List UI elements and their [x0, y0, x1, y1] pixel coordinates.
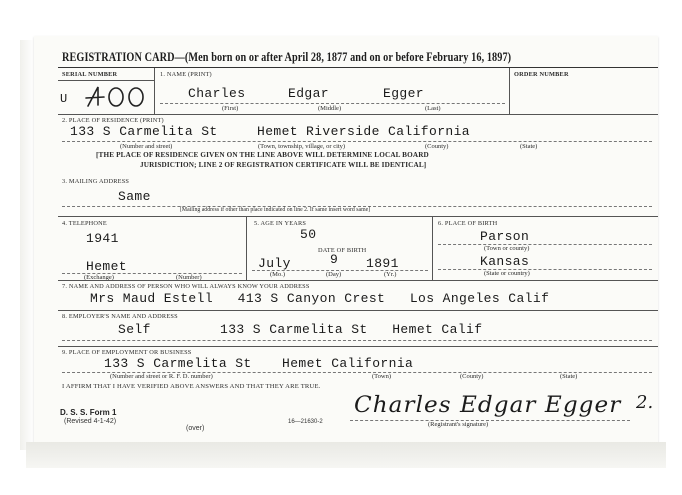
- telephone-number-caption: (Number): [176, 274, 202, 281]
- affirm-text: I AFFIRM THAT I HAVE VERIFIED ABOVE ANSWERS AND THAT THEY ARE TRUE.: [62, 383, 321, 390]
- signature-mark: 2.: [636, 392, 654, 413]
- title-rule: [58, 67, 658, 68]
- order-number-label: ORDER NUMBER: [514, 71, 569, 78]
- dob-month-caption: (Mo.): [270, 271, 285, 278]
- name-middle: Edgar: [288, 86, 330, 101]
- employment-town: Hemet California: [282, 356, 414, 371]
- birthplace-town: Parson: [480, 229, 530, 244]
- scan-shadow: [26, 442, 666, 468]
- scan-edge: [20, 40, 34, 450]
- name-label: 1. NAME (PRINT): [160, 71, 212, 78]
- form-revised: (Revised 4-1-42): [64, 418, 117, 425]
- dob-year-caption: (Yr.): [384, 271, 397, 278]
- birthplace-state-line: [438, 269, 652, 270]
- employment-street-caption: (Number and street or R. F. D. number): [110, 373, 213, 380]
- serial-prefix: U: [60, 92, 68, 106]
- employer-label: 8. EMPLOYER'S NAME AND ADDRESS: [62, 313, 178, 320]
- name-line: [160, 103, 505, 104]
- divider: [58, 310, 658, 311]
- serial-number-label: SERIAL NUMBER: [62, 71, 118, 78]
- employment-state-caption: (State): [560, 373, 578, 380]
- name-last: Egger: [383, 86, 425, 101]
- residence-street: 133 S Carmelita St: [70, 124, 218, 139]
- serial-number-handwritten: [84, 84, 156, 110]
- birthplace-town-line: [438, 244, 652, 245]
- birthplace-label: 6. PLACE OF BIRTH: [438, 220, 498, 227]
- dob-month: July: [258, 256, 291, 271]
- contact-label: 7. NAME AND ADDRESS OF PERSON WHO WILL ALWAYS KNOW YOUR ADDRESS: [62, 283, 310, 290]
- telephone-year: 1941: [86, 231, 119, 246]
- dob-day-caption: (Day): [326, 271, 342, 278]
- residence-street-caption: (Number and street): [120, 143, 173, 150]
- employment-town-caption: (Town): [372, 373, 392, 380]
- form-over: (over): [186, 425, 205, 432]
- residence-state-caption: (State): [520, 143, 538, 150]
- employer-line: [62, 340, 652, 341]
- telephone-exchange-caption: (Exchange): [84, 274, 114, 281]
- residence-note-line1: [THE PLACE OF RESIDENCE GIVEN ON THE LINE ABOVE WILL DETERMINE LOCAL BOARD: [96, 151, 429, 159]
- birthplace-state-caption: (State or country): [484, 270, 530, 277]
- divider: [58, 216, 658, 217]
- employment-street: 133 S Carmelita St: [104, 356, 252, 371]
- name-first-caption: (First): [222, 105, 239, 112]
- card-title: REGISTRATION CARD—(Men born on or after April 28, 1877 and on or before February 16, 1897): [62, 50, 512, 64]
- employer-name: Self: [118, 322, 151, 337]
- form-print-code: 16—21630-2: [288, 419, 323, 425]
- dob-label: DATE OF BIRTH: [318, 247, 367, 254]
- divider: [509, 68, 510, 114]
- telephone-exchange: Hemet: [86, 259, 128, 274]
- divider: [246, 216, 247, 280]
- name-last-caption: (Last): [425, 105, 441, 112]
- employer-address: 133 S Carmelita St Hemet Calif: [220, 322, 483, 337]
- divider: [58, 280, 658, 281]
- residence-county: Riverside: [306, 124, 380, 139]
- employment-label: 9. PLACE OF EMPLOYMENT OR BUSINESS: [62, 349, 192, 356]
- signature-caption: (Registrant's signature): [428, 421, 489, 428]
- divider: [58, 114, 658, 115]
- mailing-label: 3. MAILING ADDRESS: [62, 178, 130, 185]
- mailing-value: Same: [118, 189, 151, 204]
- residence-label: 2. PLACE OF RESIDENCE (PRINT): [62, 117, 164, 124]
- divider: [58, 346, 658, 347]
- contact-value: Mrs Maud Estell 413 S Canyon Crest Los Angeles Calif: [90, 291, 550, 306]
- mailing-caption: [Mailing address if other than place indicated on line 2. If same insert word same]: [180, 207, 371, 213]
- employment-county-caption: (County): [460, 373, 484, 380]
- residence-town-caption: (Town, township, village, or city): [258, 143, 346, 150]
- dob-day: 9: [330, 252, 339, 267]
- name-middle-caption: (Middle): [318, 105, 342, 112]
- registrant-signature: Charles Edgar Egger: [354, 393, 622, 418]
- signature-line: [350, 420, 630, 421]
- telephone-label: 4. TELEPHONE: [62, 220, 107, 227]
- birthplace-state: Kansas: [480, 254, 530, 269]
- residence-note-line2: JURISDICTION; LINE 2 OF REGISTRATION CERTIFICATE WILL BE IDENTICAL]: [140, 161, 427, 169]
- residence-line: [62, 141, 652, 142]
- residence-state: California: [388, 124, 471, 139]
- age-value: 50: [300, 227, 317, 242]
- birthplace-town-caption: (Town or county): [484, 245, 530, 252]
- residence-town: Hemet: [257, 124, 299, 139]
- divider: [432, 216, 433, 280]
- divider: [58, 80, 154, 81]
- residence-county-caption: (County): [425, 143, 449, 150]
- age-label: 5. AGE IN YEARS: [254, 220, 307, 227]
- dob-year: 1891: [366, 256, 399, 271]
- name-first: Charles: [188, 86, 246, 101]
- form-name: D. S. S. Form 1: [60, 408, 117, 417]
